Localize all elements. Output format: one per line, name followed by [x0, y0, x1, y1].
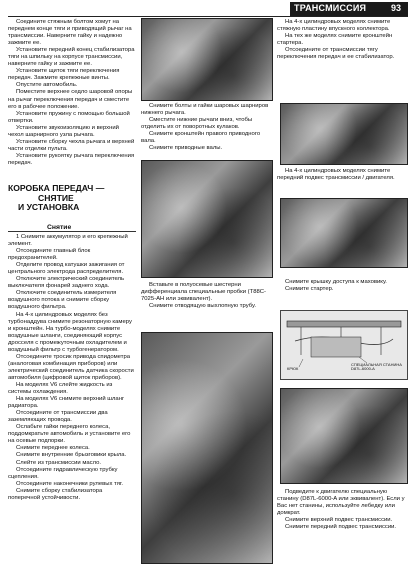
header-rule [8, 16, 408, 17]
paragraph: Отсоедините наконечники рулевых тяг. [16, 480, 123, 487]
photo-engine-mount [280, 198, 408, 268]
paragraph: Поместите верхнее седло шаровой опоры на рычаг переключения передач и сместите его в рабочее положение. [8, 89, 133, 110]
paragraph: Установите передний конец стабилизатора тяги на шпильку на корпусе трансмиссии, наверните гайку и зажмите ее. [8, 47, 135, 68]
paragraph: Снимите передний подвес трансмиссии. [285, 524, 397, 531]
paragraph: На 4-х цилиндровых моделях снимите стяжную пластину впускного коллектора. [277, 19, 391, 33]
paragraph: Снимите сборку стабилизатора поперечной устойчивости. [8, 487, 103, 501]
paragraph: Отсоедините главный блок предохранителей. [8, 248, 91, 262]
section-title-line: И УСТАНОВКА [18, 202, 80, 213]
diagram-label-hook: КРЮК [287, 366, 299, 371]
section-title [8, 184, 136, 213]
paragraph: На тех же моделях снимите кронштейн стартера. [277, 33, 393, 47]
paragraph: Установите рукоятку рычага переключения передач. [8, 152, 135, 166]
photo-exhaust-pipe [141, 332, 273, 564]
paragraph: Отсоедините от трансмиссии два заземляющих провода. [8, 410, 108, 424]
paragraph: Снимите верхний подвес трансмиссии. [285, 517, 393, 524]
column-1-text [8, 19, 136, 167]
paragraph: Подведите к двигателю специальную станину (D87L-6000-A или эквивалент). Если у Вас нет станины, используйте лебедку или домкрат. [277, 489, 405, 517]
paragraph: Ослабьте гайки переднего колеса, поддомкратьте автомобиль и установите его на осевые подпорки. [8, 424, 131, 445]
diagram-engine-support [280, 310, 408, 380]
paragraph: Вставьте в полуосевые шестерни дифференциала специальные пробки (T88C-7025-AH или эквивалент). [141, 282, 266, 303]
diagram-label-support-frame: СПЕЦИАЛЬНАЯ СТАНИНА D87L-6000-A [351, 362, 402, 372]
column-3-text [277, 19, 407, 61]
paragraph: Опустите автомобиль. [16, 82, 78, 89]
paragraph: Снимите отводящую выхлопную трубу. [149, 303, 256, 310]
section-title-line: СНЯТИЕ [38, 192, 74, 203]
page-number: 93 [391, 3, 402, 13]
paragraph: Сместите нижние рычаги вниз, чтобы отделить их от поворотных кулаков. [141, 117, 253, 131]
paragraph: Снимите приводные валы. [149, 145, 223, 152]
paragraph: Установите звукоизоляцию и верхний чехол шарнирного узла рычага. [8, 124, 119, 138]
paragraph: Снимите крышку доступа к маховику. [285, 279, 387, 285]
paragraph: Снимите болты и гайки шаровых шарниров нижнего рычага. [141, 103, 269, 117]
paragraph: Отключите электрический соединитель выключателя фонарей заднего хода. [8, 276, 125, 290]
paragraph: Снимите стартер. [285, 286, 334, 293]
paragraph: На моделях V6 слейте жидкость из системы охлаждения. [8, 381, 113, 396]
column-2b-text [141, 282, 273, 310]
paragraph: Соедините стяжным болтом хомут на переднем конце тяги и приводящий рычаг на трансмиссии. Наверните гайку и надежно зажмите ее. [8, 19, 132, 47]
paragraph: Отсоедините гидравлическую трубку сцепления. [8, 466, 118, 480]
paragraph: Отделите провод катушки зажигания от центрального электрода распределителя. [8, 262, 125, 276]
paragraph: 1 Снимите аккумулятор и его крепежный элемент. [8, 234, 128, 248]
paragraph: На моделях V6 снимите верхний шланг радиатора. [8, 396, 125, 410]
subsection-rule [8, 231, 136, 232]
paragraph: Установите пружину с помощью большой отвертки. [8, 110, 130, 124]
column-2-text [141, 103, 273, 152]
column-1b-text [8, 234, 136, 502]
paragraph: Снимите кронштейн правого приводного вала. [141, 131, 261, 145]
photo-drive-shaft [141, 160, 273, 278]
paragraph: На 4-х цилиндровых моделях снимите передний подвес трансмиссии / двигателя. [277, 168, 395, 182]
column-3c-text [277, 489, 407, 531]
paragraph: Отключите соединитель измерителя воздушного потока и снимите сборку воздушного фильтра. [8, 290, 117, 311]
section-title-line: КОРОБКА ПЕРЕДАЧ — [8, 183, 105, 193]
paragraph: Отсоедините тросик привода спидометра (аналоговая комбинация приборов) или электрический соединитель датчика скорости автомобиля (цифровой щиток приборов). [8, 353, 134, 381]
column-3-mount-text [277, 168, 407, 182]
paragraph: Снимите внутренние брызговики крыла. [16, 452, 127, 459]
paragraph: Снимите переднее колеса. [16, 445, 90, 452]
paragraph: Слейте из трансмиссии масло. [16, 459, 102, 466]
photo-ball-joint [141, 18, 273, 101]
subsection-title: Снятие [47, 224, 72, 231]
photo-crane-support [280, 388, 408, 484]
paragraph: Отсоедините от трансмиссии тягу переключения передач и ее стабилизатор. [277, 47, 395, 61]
paragraph: На 4-х цилиндровых моделях без турбонаддува снимите резонаторную камеру и кронштейн. На турбо-моделях снимите воздушные шланги, соединяющий корпус дросселя с промежуточным охладителем и воздушный фильтр с турбогенератором. [8, 311, 132, 353]
photo-transmission-linkage [280, 103, 408, 165]
column-3b-text [277, 279, 407, 293]
paragraph: Установите щиток тяги переключения передач. Зажмите крепежные винты. [8, 68, 120, 82]
paragraph: Установите сборку чехла рычага и верхней части отделки пульта. [8, 138, 135, 152]
section-header-title: ТРАНСМИССИЯ [294, 3, 367, 13]
